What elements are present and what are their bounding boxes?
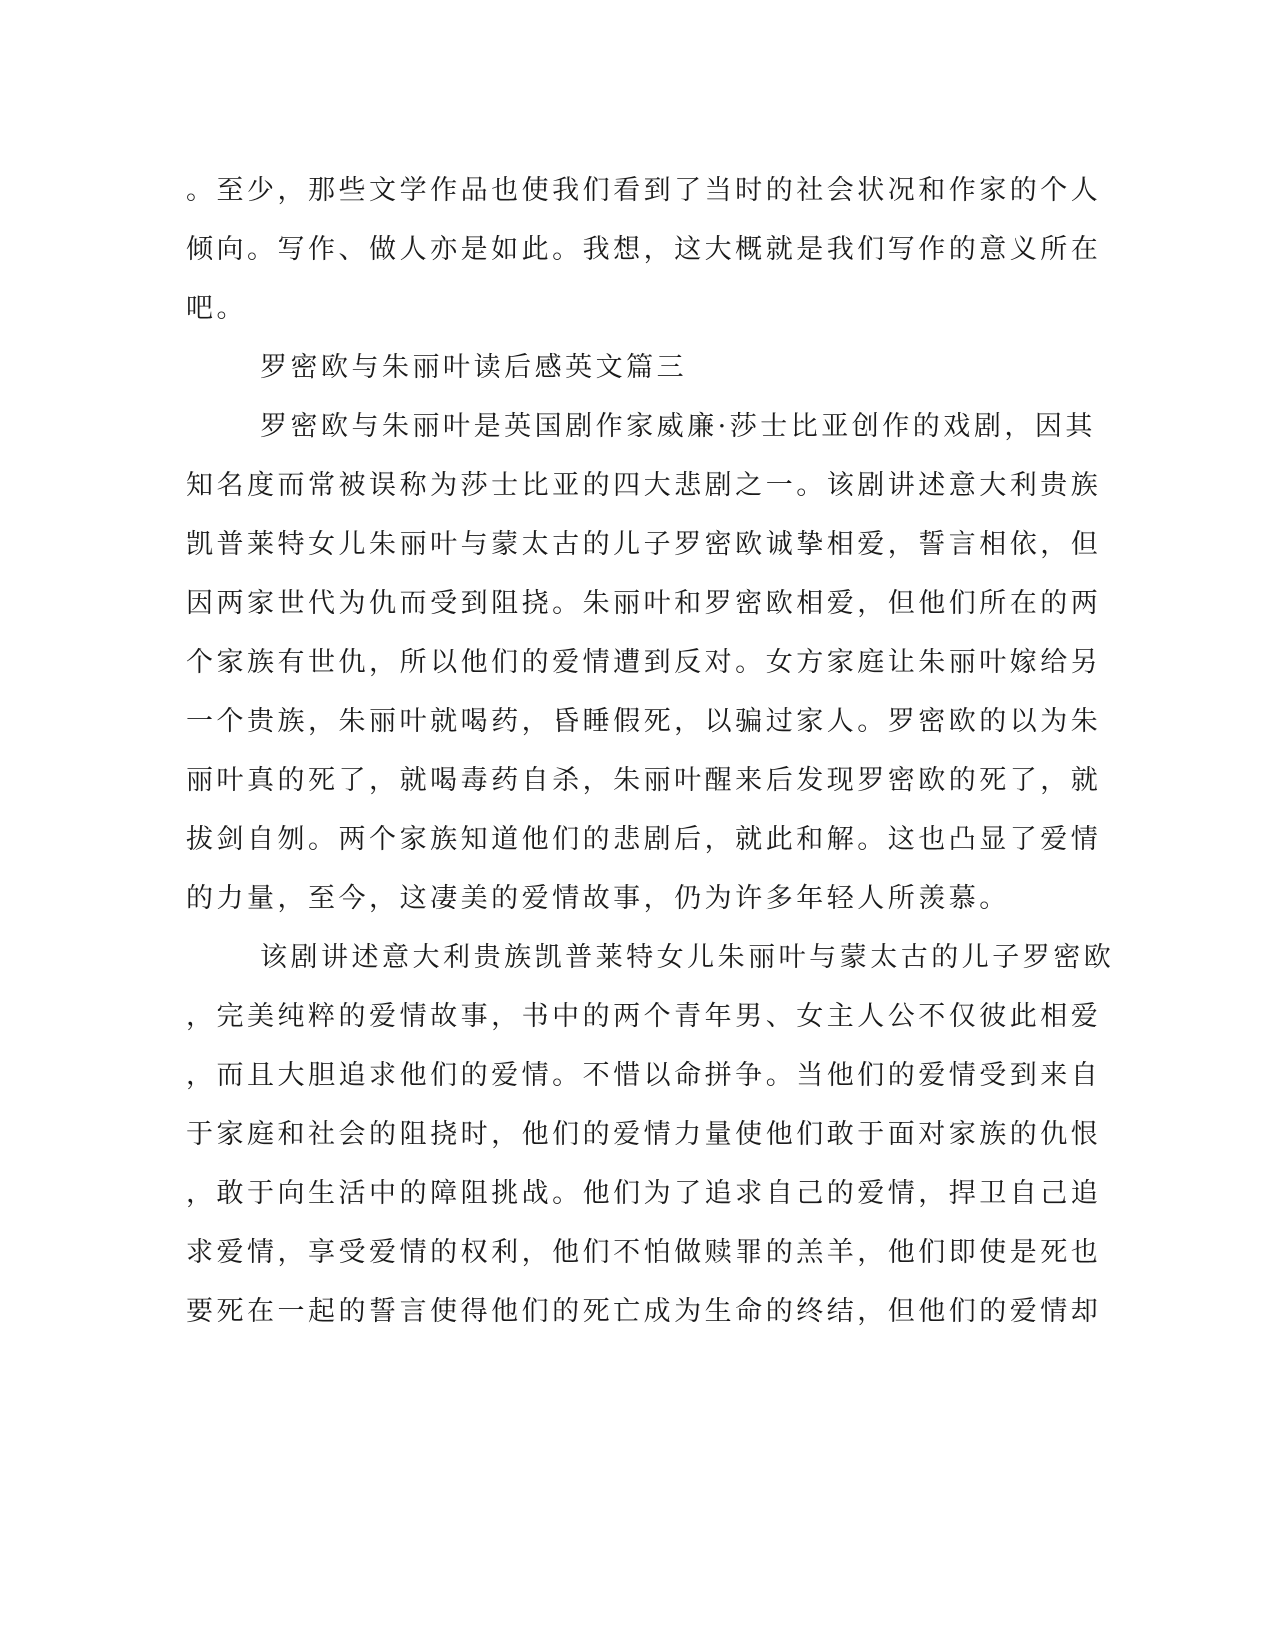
text-line: 个家族有世仇，所以他们的爱情遭到反对。女方家庭让朱丽叶嫁给另 <box>186 647 1102 678</box>
section-heading: 罗密欧与朱丽叶读后感英文篇三 <box>260 352 688 383</box>
text-line: 要死在一起的誓言使得他们的死亡成为生命的终结，但他们的爱情却 <box>186 1296 1102 1327</box>
text-line: ，敢于向生活中的障阻挑战。他们为了追求自己的爱情，捍卫自己追 <box>186 1178 1102 1209</box>
text-line: 因两家世代为仇而受到阻挠。朱丽叶和罗密欧相爱，但他们所在的两 <box>186 588 1102 619</box>
text-line: 一个贵族，朱丽叶就喝药，昏睡假死，以骗过家人。罗密欧的以为朱 <box>186 706 1102 737</box>
text-line: ，而且大胆追求他们的爱情。不惜以命拼争。当他们的爱情受到来自 <box>186 1060 1102 1091</box>
document-body <box>186 161 1115 1341</box>
text-line: 。至少，那些文学作品也使我们看到了当时的社会状况和作家的个人 <box>186 175 1102 206</box>
text-line: 罗密欧与朱丽叶是英国剧作家威廉·莎士比亚创作的戏剧，因其 <box>260 411 1096 442</box>
text-line: ，完美纯粹的爱情故事，书中的两个青年男、女主人公不仅彼此相爱 <box>186 1001 1102 1032</box>
text-line: 的力量，至今，这凄美的爱情故事，仍为许多年轻人所羡慕。 <box>186 883 1010 914</box>
text-line: 该剧讲述意大利贵族凯普莱特女儿朱丽叶与蒙太古的儿子罗密欧 <box>260 942 1115 973</box>
text-line: 凯普莱特女儿朱丽叶与蒙太古的儿子罗密欧诚挚相爱，誓言相依，但 <box>186 529 1102 560</box>
text-line: 于家庭和社会的阻挠时，他们的爱情力量使他们敢于面对家族的仇恨 <box>186 1119 1102 1150</box>
text-line: 丽叶真的死了，就喝毒药自杀，朱丽叶醒来后发现罗密欧的死了，就 <box>186 765 1102 796</box>
text-line: 知名度而常被误称为莎士比亚的四大悲剧之一。该剧讲述意大利贵族 <box>186 470 1102 501</box>
text-line: 倾向。写作、做人亦是如此。我想，这大概就是我们写作的意义所在 <box>186 234 1102 265</box>
text-line: 吧。 <box>186 293 248 324</box>
text-line: 求爱情，享受爱情的权利，他们不怕做赎罪的羔羊，他们即使是死也 <box>186 1237 1102 1268</box>
text-line: 拔剑自刎。两个家族知道他们的悲剧后，就此和解。这也凸显了爱情 <box>186 824 1102 855</box>
